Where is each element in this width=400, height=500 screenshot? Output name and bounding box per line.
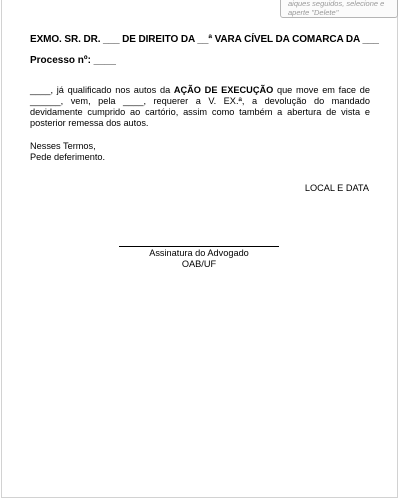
place-and-date: LOCAL E DATA — [304, 183, 369, 193]
case-number-label: Processo nº: ____ — [30, 55, 116, 66]
body-text-request: que move em face de ______, vem, pela ____, requerer a V. EX.ª, a devolução do mandado devidamente cumprido ao cartório, assim como também a abertura de vista e posterior remessa dos autos. — [30, 85, 370, 128]
tooltip-line-1: aiques seguidos, selecione e — [288, 0, 385, 8]
closing-block — [30, 141, 105, 163]
signature-block — [119, 248, 279, 270]
closing-request: Pede deferimento. — [30, 152, 106, 162]
signature-line — [119, 246, 279, 247]
petition-addressee-heading: EXMO. SR. DR. ___ DE DIREITO DA __ª VARA CÍVEL DA COMARCA DA ___ — [30, 34, 379, 45]
action-type-bold: AÇÃO DE EXECUÇÃO — [173, 85, 274, 95]
body-text-intro: ____, já qualificado nos autos da — [30, 85, 174, 95]
tooltip-line-2: aperte "Delete" — [288, 8, 339, 17]
signature-oab: OAB/UF — [181, 259, 217, 269]
closing-terms: Nesses Termos, — [30, 141, 96, 151]
petition-body-paragraph — [30, 85, 370, 129]
instruction-tooltip — [280, 0, 398, 18]
signature-name: Assinatura do Advogado — [149, 248, 249, 258]
